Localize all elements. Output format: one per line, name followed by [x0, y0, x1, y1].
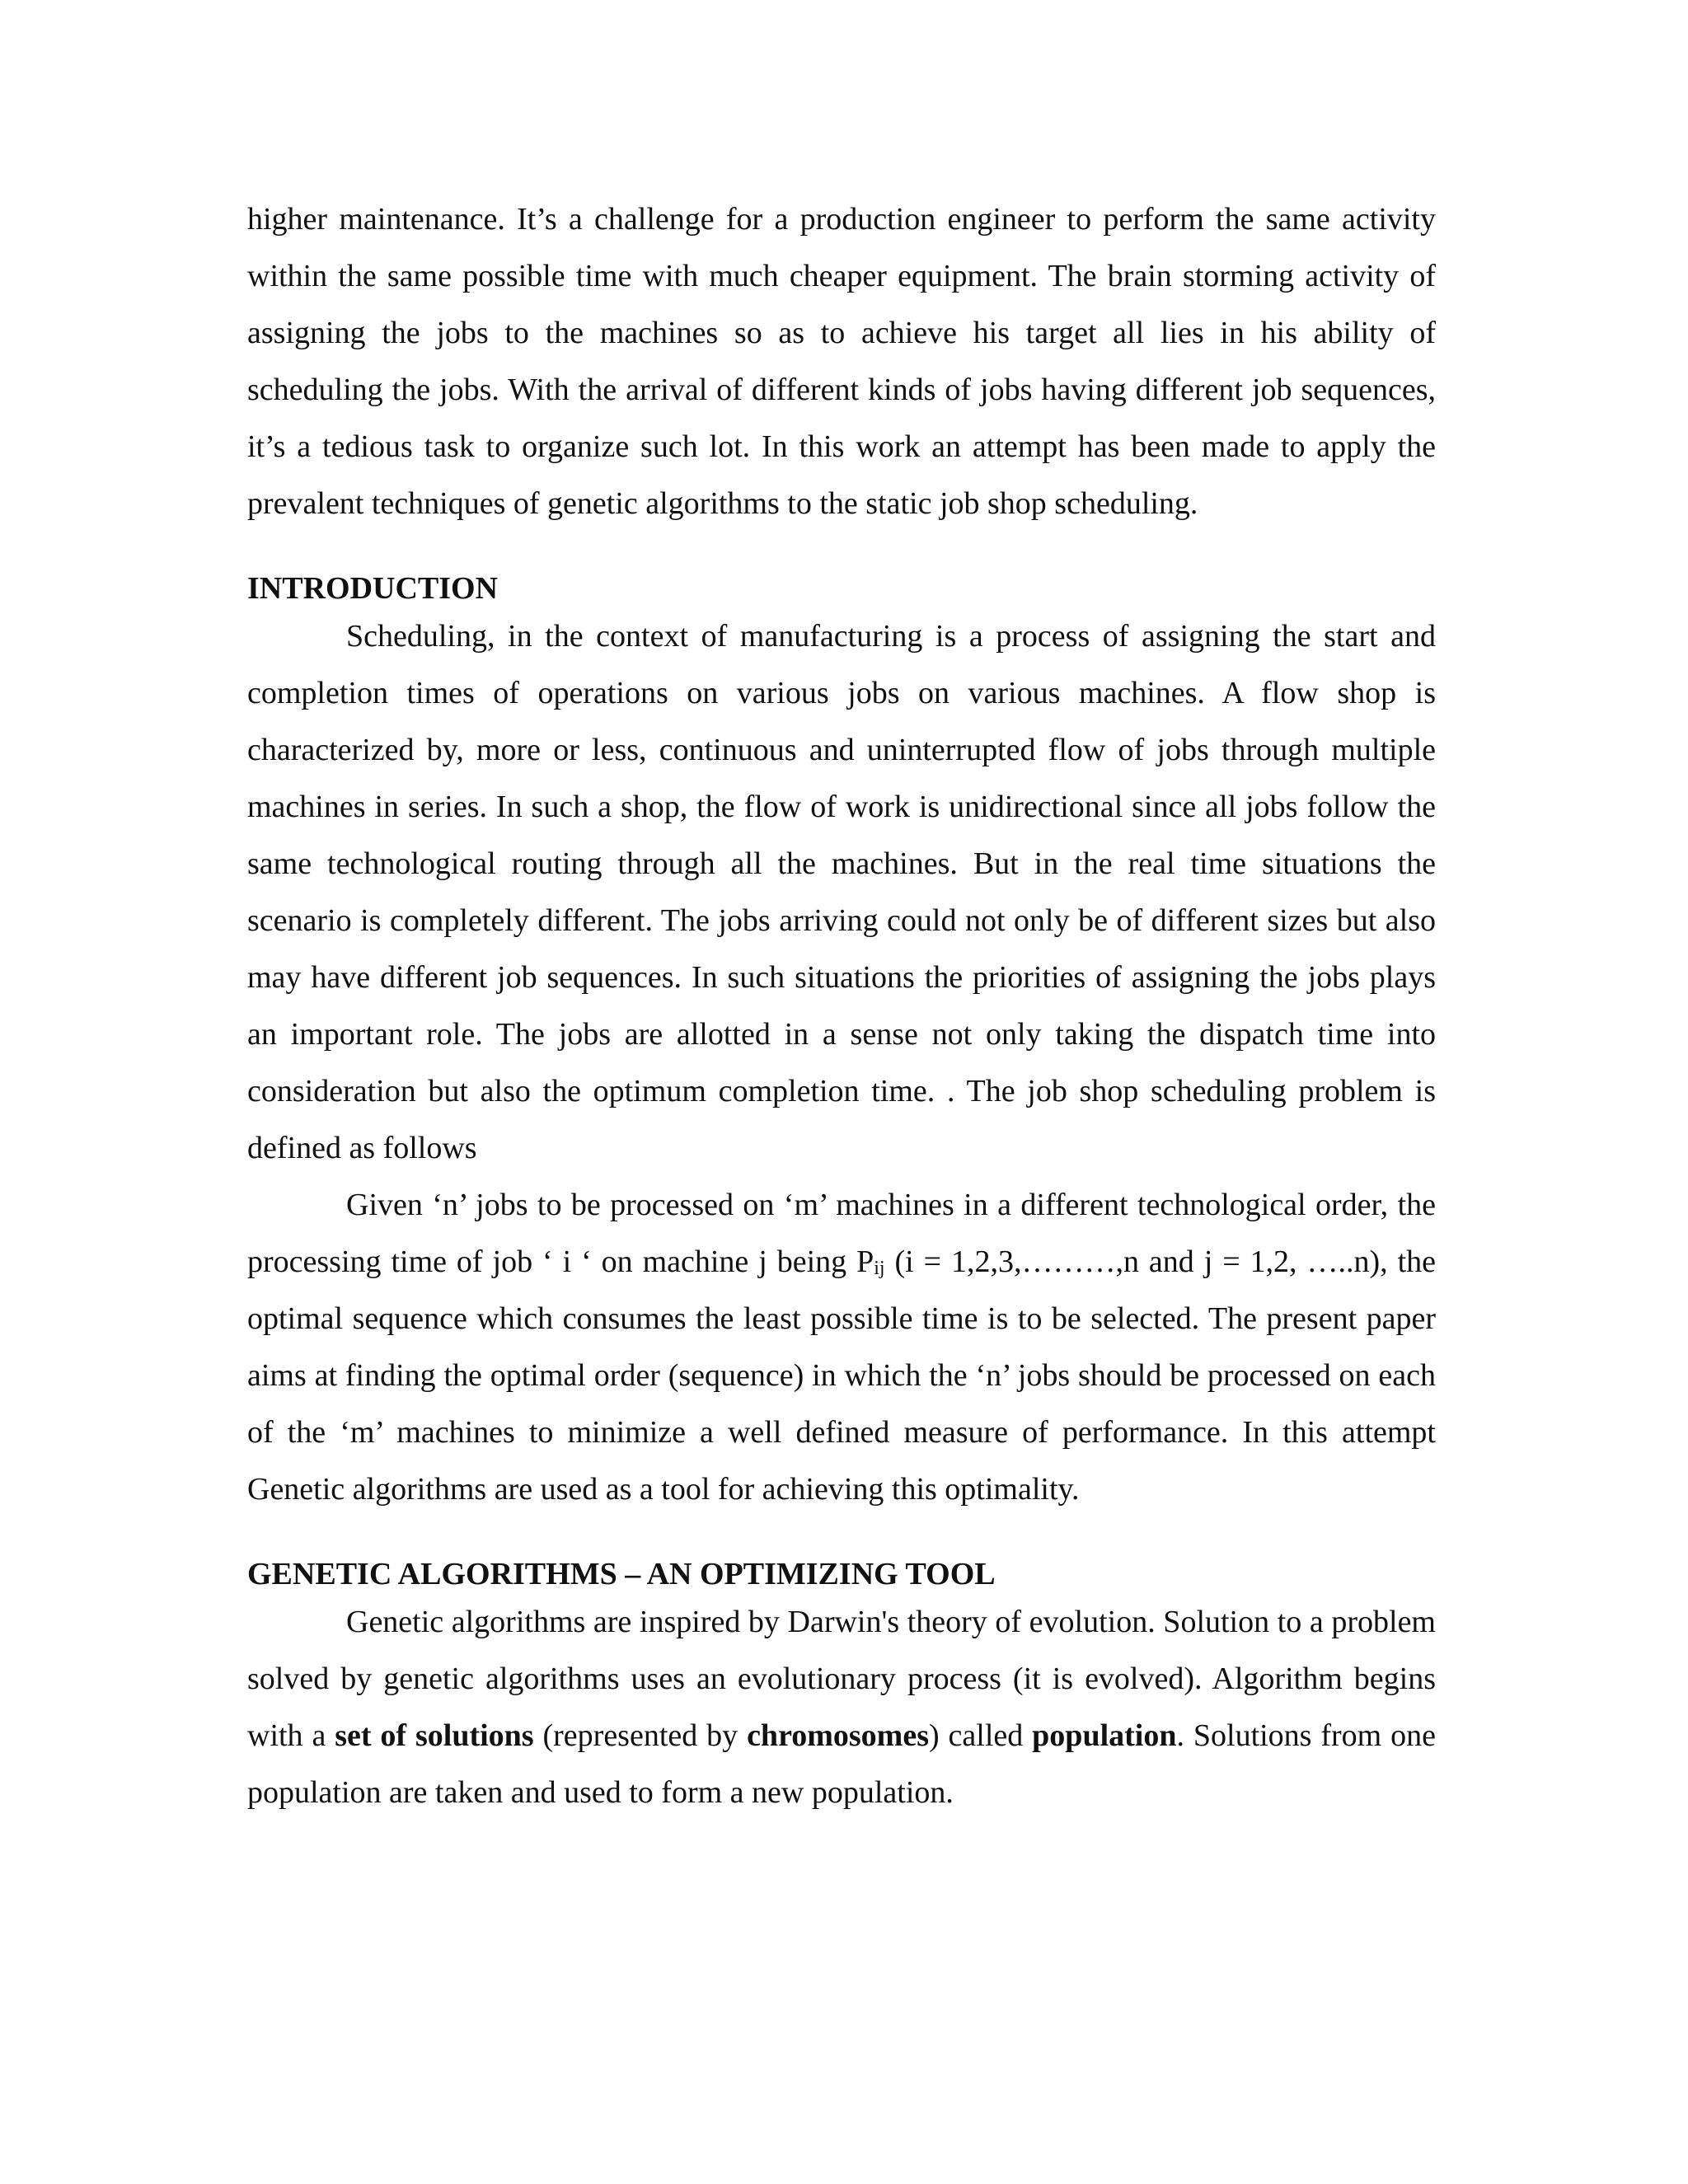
processing-time-subscript: ij	[874, 1258, 885, 1279]
introduction-heading: INTRODUCTION	[247, 571, 499, 606]
chromosomes-term: chromosomes	[747, 1718, 929, 1753]
section-gap	[247, 1518, 1436, 1554]
section-gap	[247, 532, 1436, 569]
ga-text-d: . Solutions from one population are taken and used to form a new population.	[247, 1718, 1436, 1810]
genetic-algorithms-heading: GENETIC ALGORITHMS – AN OPTIMIZING TOOL	[247, 1557, 996, 1591]
abstract-continuation: higher maintenance. It’s a challenge for a production engineer to perform the same activity within the same possible time with much cheaper equipment. The brain storming activity of assigning the jobs to the machines so as to achieve his target all lies in his ability of scheduling the jobs. With the arrival of different kinds of jobs having different job sequences, it’s a tedious task to organize such lot. In this work an attempt has been made to apply the prevalent techniques of genetic algorithms to the static job shop scheduling.	[247, 202, 1436, 521]
genetic-algorithms-paragraph-1	[247, 1594, 1436, 1821]
introduction-paragraph-2	[247, 1177, 1436, 1518]
intro-p2-text-a: Given ‘n’ jobs to be processed on ‘m’ machines in a different technological order, the processing time of job ‘ i ‘ on machine j being P	[247, 1188, 1436, 1279]
population-term: population	[1032, 1718, 1177, 1753]
ga-text-b: (represented by	[533, 1718, 748, 1753]
ga-text-c: ) called	[929, 1718, 1033, 1753]
set-of-solutions-term: set of solutions	[335, 1718, 534, 1753]
introduction-paragraph-1: Scheduling, in the context of manufacturing is a process of assigning the start and completion times of operations on various jobs on various machines. A flow shop is characterized by, more or less, continuous and uninterrupted flow of jobs through multiple machines in series. In such a shop, the flow of work is unidirectional since all jobs follow the same technological routing through all the machines. But in the real time situations the scenario is completely different. The jobs arriving could not only be of different sizes but also may have different job sequences. In such situations the priorities of assigning the jobs plays an important role. The jobs are allotted in a sense not only taking the dispatch time into consideration but also the optimum completion time. . The job shop scheduling problem is defined as follows	[247, 619, 1436, 1165]
document-page	[247, 191, 1436, 1821]
intro-p2-text-b: (i = 1,2,3,………,n and j = 1,2, …..n), the optimal sequence which consumes the least possible time is to be selected. The present paper aims at finding the optimal order (sequence) in which the ‘n’ jobs should be processed on each of the ‘m’ machines to minimize a well defined measure of performance. In this attempt Genetic algorithms are used as a tool for achieving this optimality.	[247, 1244, 1436, 1507]
ga-text-a: Genetic algorithms are inspired by Darwin's theory of evolution. Solution to a problem solved by genetic algorithms uses an evolutionary process (it is evolved). Algorithm begins with a	[247, 1605, 1436, 1753]
